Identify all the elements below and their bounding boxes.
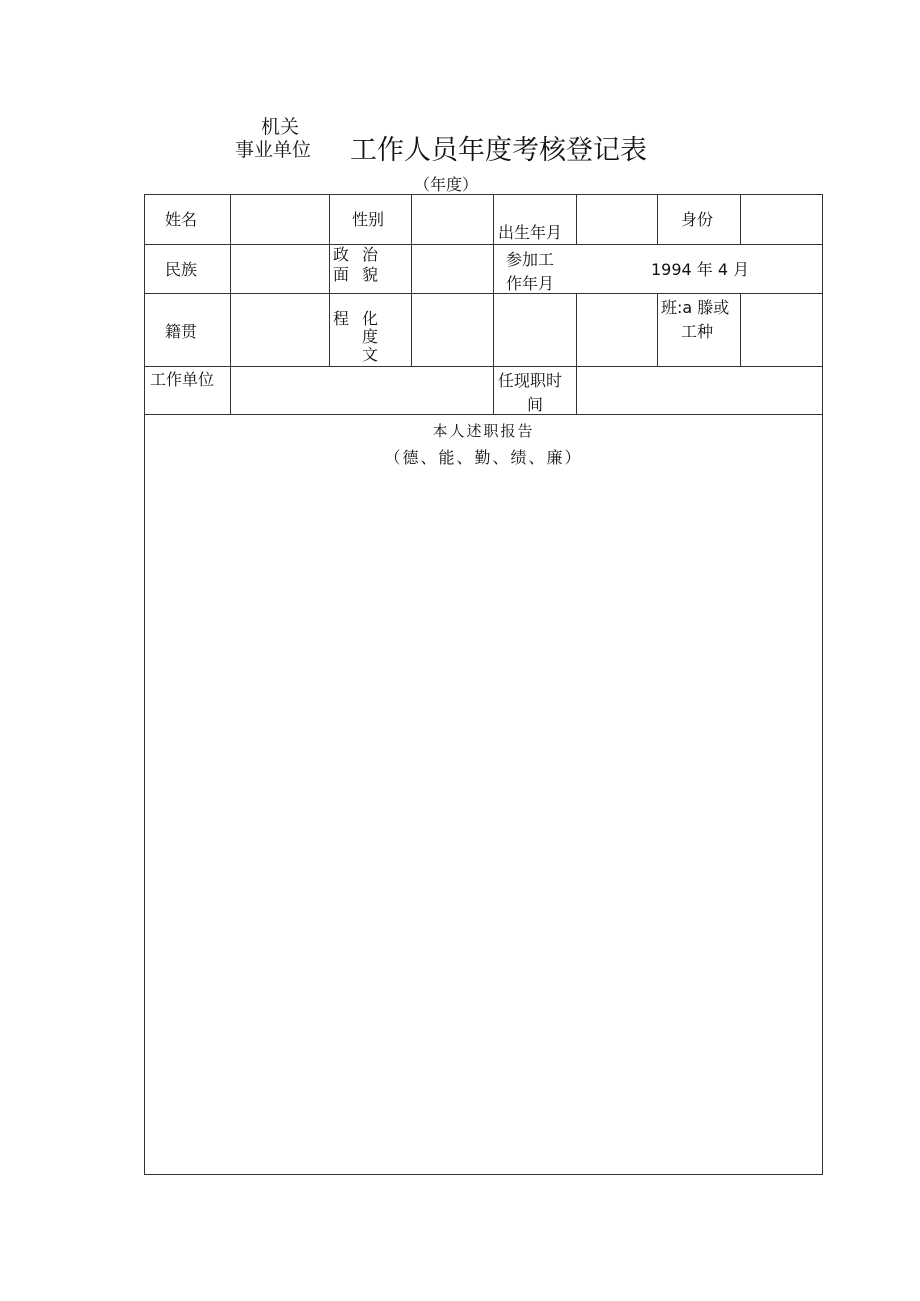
col-divider [740,293,741,367]
join-work-value: 1994 年 4 月 [651,260,750,279]
col-divider [329,194,330,367]
work-unit-label: 工作单位 [150,370,215,389]
tenure-label-1: 任现职时 [498,371,563,390]
org-type-line2: 事业单位 [234,139,311,161]
education-label-d: 文 [362,345,379,364]
report-subtitle: （德、能、勤、绩、廉） [384,448,583,467]
post-label-1: 班:a 滕或 [661,298,730,317]
col-divider [576,194,577,245]
row-divider [144,366,823,367]
row-divider [144,244,823,245]
col-divider [411,194,412,367]
row-divider [144,414,823,415]
org-type-line1: 机关 [260,116,299,138]
education-label-c: 度 [362,327,379,346]
gender-label: 性别 [352,210,385,229]
join-work-label-1: 参加工 [506,250,555,269]
political-label-d: 貌 [362,265,379,284]
page-title: 工作人员年度考核登记表 [350,135,647,166]
identity-label: 身份 [681,210,714,229]
education-label-b: 化 [362,309,379,328]
col-divider [740,194,741,245]
post-label-2: 工种 [681,322,714,341]
col-divider [493,194,494,415]
col-divider [657,293,658,367]
org-type-label [228,116,318,162]
year-label: （年度） [414,175,479,194]
col-divider [657,194,658,245]
col-divider [576,293,577,415]
name-label: 姓名 [165,210,198,229]
education-label-a: 程 [333,309,350,328]
join-work-label-2: 作年月 [506,274,555,293]
political-label-b: 治 [362,245,379,264]
tenure-label-2: 间 [527,395,544,414]
birth-label: 出生年月 [498,223,563,242]
row-divider [144,293,823,294]
col-divider [230,194,231,415]
report-title: 本人述职报告 [432,422,535,440]
political-label-c: 面 [333,265,350,284]
report-body-area[interactable] [146,472,821,1172]
native-place-label: 籍贯 [165,322,198,341]
political-label-a: 政 [333,245,350,264]
ethnicity-label: 民族 [165,260,198,279]
